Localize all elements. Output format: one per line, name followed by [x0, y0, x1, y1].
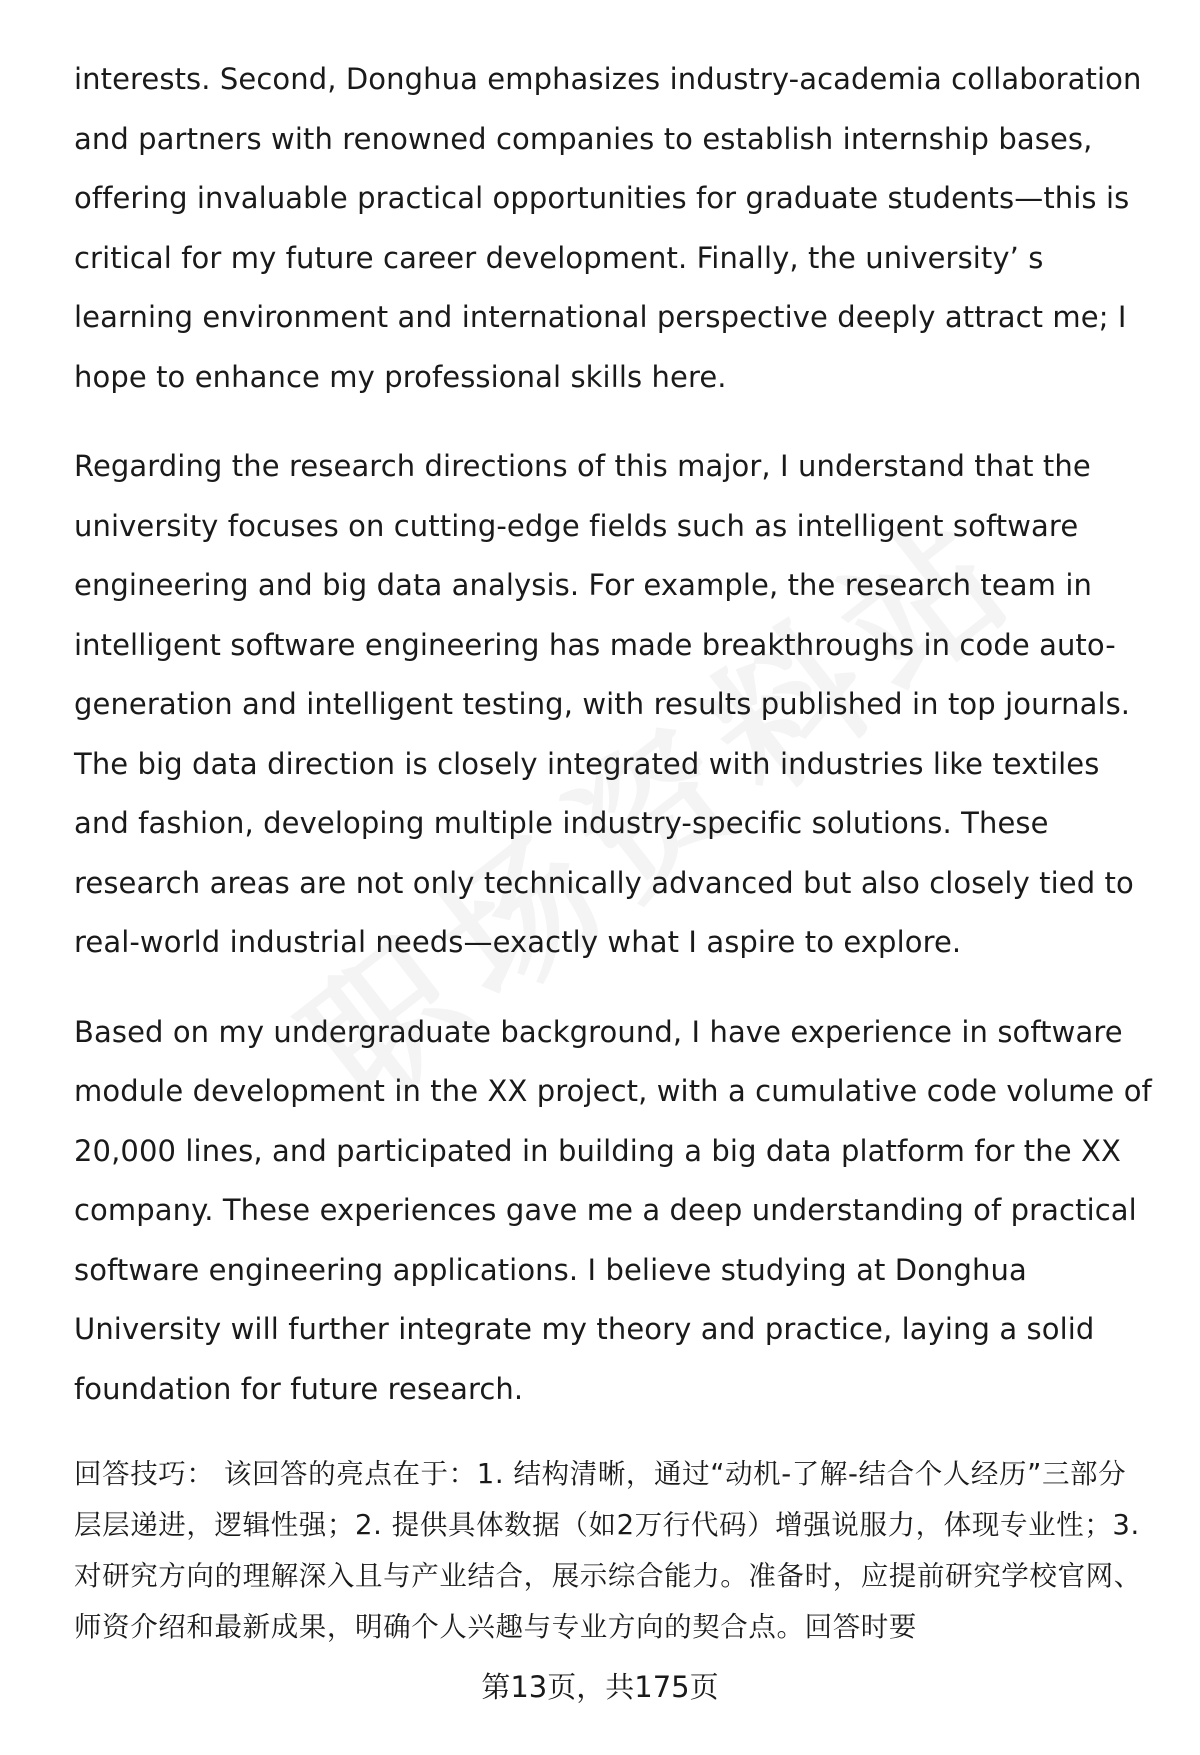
answer-tips: 回答技巧： 该回答的亮点在于：1. 结构清晰，通过“动机-了解-结合个人经历”三部分层层递进，逻辑性强；2. 提供具体数据（如2万行代码）增强说服力，体现专业性；3. 对研究方向的理解深入且与产业结合，展示综合能力。准备时，应提前研究学校官网、师资介绍和最新成果，明确个人兴趣与专业方向的契合点。回答时要 [74, 1458, 1142, 1643]
paragraph-personal-background: Based on my undergraduate background, I have experience in software module development in the XX project, with a cumulative code volume of 20,000 lines, and participated in building a big data platform for the XX company. These experiences gave me a deep understanding of practical software engineering applications. I believe studying at Donghua University will further integrate my theory and practice, laying a solid foundation for future research. [74, 1014, 1152, 1406]
paragraph-motivation: interests. Second, Donghua emphasizes industry-academia collaboration and partners with renowned companies to establish internship bases, offering invaluable practical opportunities for graduate students—this is critical for my future career development. Finally, the university’ s learning environment and international perspective deeply attract me; I hope to enhance my professional skills here. [74, 62, 1142, 394]
page-number-footer: 第13页，共175页 [481, 1670, 719, 1704]
page-content [74, 50, 1154, 1653]
paragraph-research-directions: Regarding the research directions of this major, I understand that the university focuses on cutting-edge fields such as intelligent software engineering and big data analysis. For example, the research team in intelligent software engineering has made breakthroughs in code auto-generation and intelligent testing, with results published in top journals. The big data direction is closely integrated with industries like textiles and fashion, developing multiple industry-specific solutions. These research areas are not only technically advanced but also closely tied to real-world industrial needs—exactly what I aspire to explore. [74, 449, 1134, 959]
